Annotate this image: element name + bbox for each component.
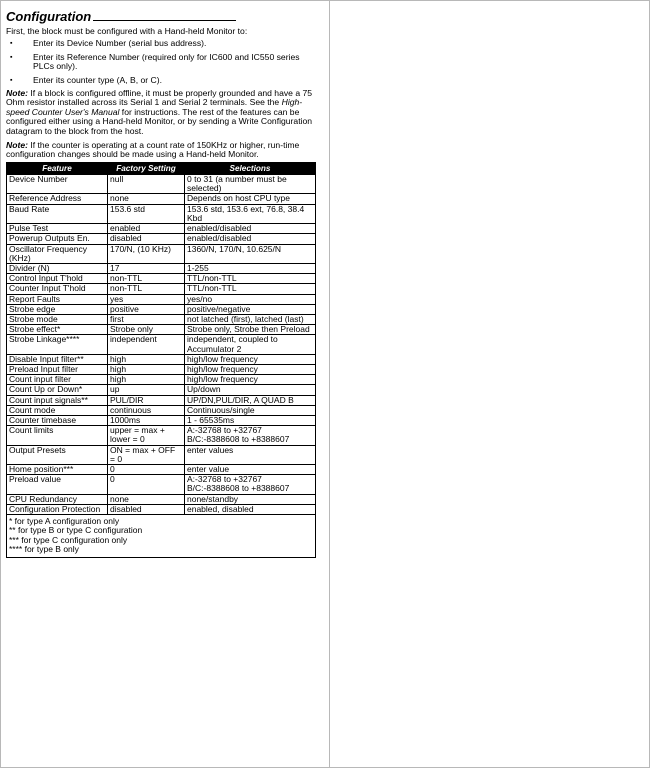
cell-factory-setting: upper = max + lower = 0 [108,426,185,445]
cell-feature: Strobe Linkage**** [7,335,108,354]
cell-feature: Count Up or Down* [7,385,108,395]
cell-selections: UP/DN,PUL/DIR, A QUAD B [185,395,316,405]
table-row [7,234,316,244]
table-row [7,494,316,504]
cell-selections: not latched (first), latched (last) [185,314,316,324]
bullet-list [6,39,318,85]
cell-selections: independent, coupled to Accumulator 2 [185,335,316,354]
header-feature: Feature [7,162,108,174]
table-row [7,364,316,374]
cell-factory-setting: 0 [108,475,185,494]
table-row [7,354,316,364]
square-bullet-icon: ▪ [10,76,13,84]
cell-factory-setting: positive [108,304,185,314]
cell-feature: Control Input T'hold [7,274,108,284]
cell-feature: Output Presets [7,445,108,464]
cell-selections: Strobe only, Strobe then Preload [185,325,316,335]
cell-factory-setting: none [108,494,185,504]
cell-feature: Strobe mode [7,314,108,324]
table-row [7,204,316,223]
cell-selections: enter value [185,464,316,474]
table-row [7,263,316,273]
cell-selections: TTL/non-TTL [185,284,316,294]
cell-selections: Up/down [185,385,316,395]
table-row [7,244,316,263]
square-bullet-icon: ▪ [10,53,13,61]
footnote-row [7,514,316,557]
cell-feature: Disable Input filter** [7,354,108,364]
cell-feature: Reference Address [7,194,108,204]
cell-selections: enabled, disabled [185,504,316,514]
cell-factory-setting: disabled [108,234,185,244]
table-header-row [7,162,316,174]
footnotes [7,514,316,557]
table-row [7,304,316,314]
note-label: Note: [6,140,28,151]
cell-selections: high/low frequency [185,375,316,385]
cell-selections: 1 - 65535ms [185,415,316,425]
cell-factory-setting: none [108,194,185,204]
cell-factory-setting: up [108,385,185,395]
cell-feature: Divider (N) [7,263,108,273]
cell-feature: Powerup Outputs En. [7,234,108,244]
table-row [7,375,316,385]
cell-factory-setting: high [108,375,185,385]
heading-rule [93,20,236,21]
cell-factory-setting: disabled [108,504,185,514]
cell-selections: Depends on host CPU type [185,194,316,204]
cell-selections: 1-255 [185,263,316,273]
table-body [7,175,316,558]
table-row [7,175,316,194]
note-label: Note: [6,88,28,99]
left-column [6,6,318,558]
cell-factory-setting: non-TTL [108,284,185,294]
cell-factory-setting: Strobe only [108,325,185,335]
cell-factory-setting: continuous [108,405,185,415]
cell-feature: Baud Rate [7,204,108,223]
list-item: ▪ Enter its counter type (A, B, or C). [10,74,162,85]
table-row [7,415,316,425]
cell-factory-setting: first [108,314,185,324]
cell-feature: Strobe effect* [7,325,108,335]
cell-factory-setting: ON = max + OFF = 0 [108,445,185,464]
cell-selections: yes/no [185,294,316,304]
cell-factory-setting: yes [108,294,185,304]
cell-feature: Count mode [7,405,108,415]
cell-feature: Oscillator Frequency (KHz) [7,244,108,263]
table-row [7,426,316,445]
cell-feature: Device Number [7,175,108,194]
table-row [7,405,316,415]
table-row [7,274,316,284]
cell-feature: Home position*** [7,464,108,474]
cell-selections: A:-32768 to +32767 B/C:-8388608 to +8388607 [185,475,316,494]
cell-factory-setting: enabled [108,224,185,234]
header-factory-setting: Factory Setting [108,162,185,174]
list-item: ▪ Enter its Device Number (serial bus address). [10,38,207,49]
cell-selections: 1360/N, 170/N, 10.625/N [185,244,316,263]
table-row [7,294,316,304]
section-heading [6,6,318,24]
cell-feature: Strobe edge [7,304,108,314]
table-row [7,325,316,335]
cell-selections: Continuous/single [185,405,316,415]
table-row [7,445,316,464]
square-bullet-icon: ▪ [10,40,13,48]
cell-feature: Report Faults [7,294,108,304]
cell-factory-setting: non-TTL [108,274,185,284]
column-divider [329,0,330,768]
table-row [7,314,316,324]
page-title: Configuration [6,9,92,24]
cell-factory-setting: 0 [108,464,185,474]
note-offline: Note: If a block is configured offline, it must be properly grounded and have a 75 Ohm resistor installed across its Serial 1 and Serial 2 terminals. See the High-speed Counter User's Manual for instructions. The rest of the features can be configured either using a Hand-held Monitor, or by sending a Write Configuration datagram to the block from the host. [6,88,313,136]
cell-feature: Pulse Test [7,224,108,234]
table-row [7,464,316,474]
footnote: ** for type B or type C configuration [9,525,143,536]
cell-selections: none/standby [185,494,316,504]
table-row [7,385,316,395]
list-item: ▪ Enter its Reference Number (required only for IC600 and IC550 series PLCs only). [10,51,300,72]
cell-selections: enabled/disabled [185,234,316,244]
cell-selections: high/low frequency [185,354,316,364]
cell-feature: Count limits [7,426,108,445]
cell-factory-setting: 153.6 std [108,204,185,223]
footnote: **** for type B only [9,544,79,555]
cell-factory-setting: PUL/DIR [108,395,185,405]
manual-title: High-speed Counter User's Manual [6,97,303,117]
cell-selections: 153.6 std, 153.6 ext, 76.8, 38.4 Kbd [185,204,316,223]
cell-feature: CPU Redundancy [7,494,108,504]
table-row [7,504,316,514]
cell-selections: 0 to 31 (a number must be selected) [185,175,316,194]
cell-selections: A:-32768 to +32767 B/C:-8388608 to +8388607 [185,426,316,445]
table-row [7,395,316,405]
footnote: *** for type C configuration only [9,534,128,545]
cell-factory-setting: high [108,354,185,364]
cell-feature: Configuration Protection [7,504,108,514]
cell-selections: positive/negative [185,304,316,314]
cell-factory-setting: 1000ms [108,415,185,425]
cell-feature: Counter Input T'hold [7,284,108,294]
cell-factory-setting: high [108,364,185,374]
cell-feature: Count input filter [7,375,108,385]
cell-factory-setting: 170/N, (10 KHz) [108,244,185,263]
note-count-rate: Note: If the counter is operating at a count rate of 150KHz or higher, run-time configuration changes should be made using a Hand-held Monitor. [6,140,300,160]
cell-selections: high/low frequency [185,364,316,374]
cell-selections: enter values [185,445,316,464]
cell-feature: Preload value [7,475,108,494]
cell-feature: Counter timebase [7,415,108,425]
table-row [7,475,316,494]
table-row [7,284,316,294]
cell-factory-setting: independent [108,335,185,354]
cell-selections: enabled/disabled [185,224,316,234]
cell-selections: TTL/non-TTL [185,274,316,284]
footnote: * for type A configuration only [9,515,120,526]
configuration-table [6,162,316,558]
intro-text: First, the block must be configured with a Hand-held Monitor to: [6,26,248,36]
header-selections: Selections [185,162,316,174]
cell-factory-setting: null [108,175,185,194]
cell-feature: Preload Input filter [7,364,108,374]
table-row [7,335,316,354]
table-row [7,194,316,204]
cell-factory-setting: 17 [108,263,185,273]
cell-feature: Count input signals** [7,395,108,405]
table-row [7,224,316,234]
